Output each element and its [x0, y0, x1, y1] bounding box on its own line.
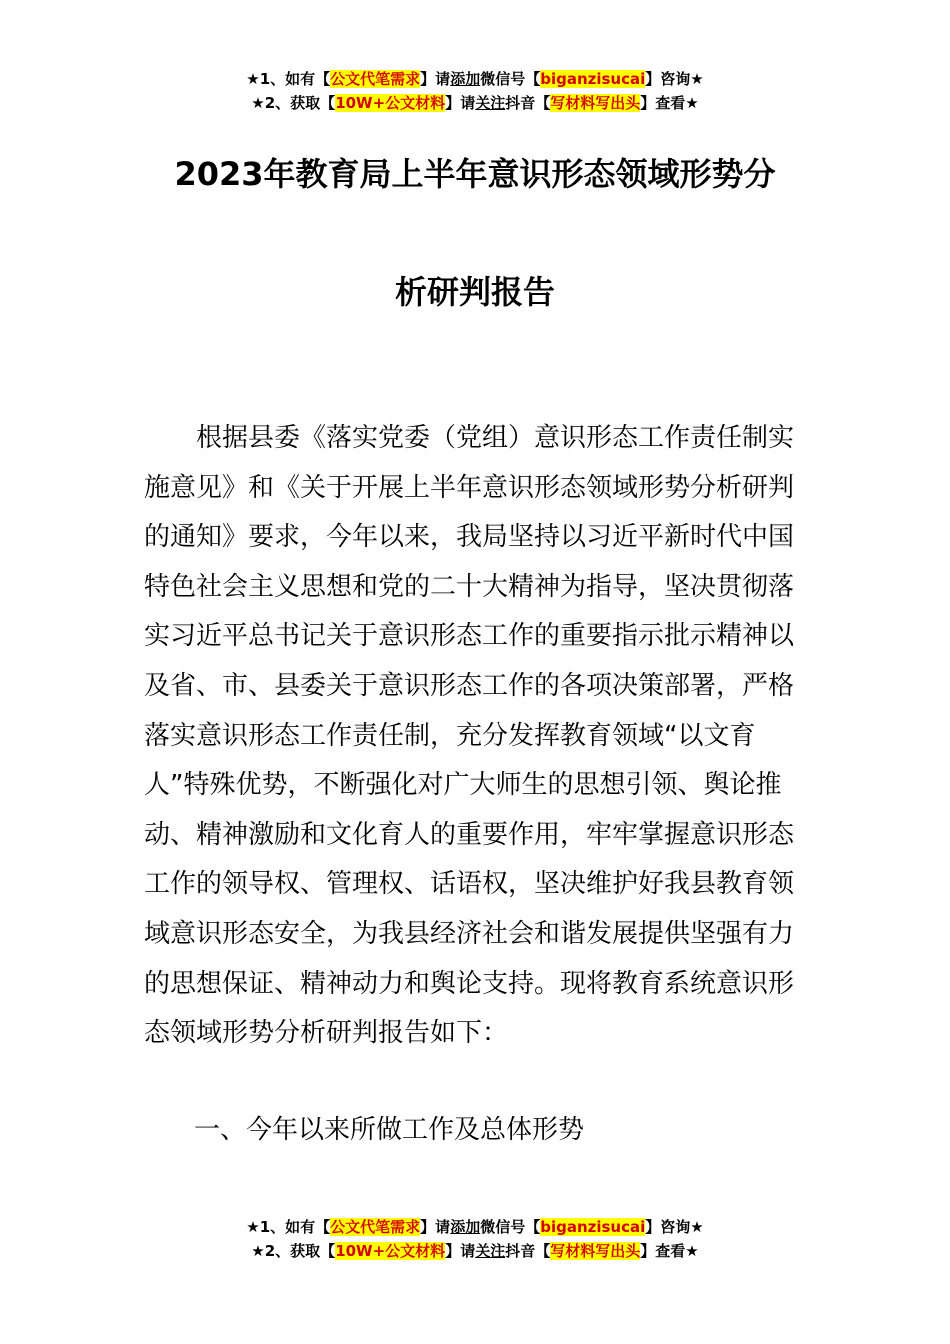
body-line: 工作的领导权、管理权、话语权，坚决维护好我县教育领: [144, 869, 795, 900]
body-line: 的通知》要求，今年以来，我局坚持以习近平新时代中国: [144, 522, 795, 553]
body-line: 落实意识形态工作责任制，充分发挥教育领域“以文育: [144, 720, 756, 751]
body-line: 域意识形态安全，为我县经济社会和谐发展提供坚强有力: [144, 918, 795, 949]
banner-line-1: ★1、如有【公文代笔需求】请添加微信号【biganzisucai】咨询★: [246, 1218, 704, 1236]
highlight-ghostwriting: 公文代笔需求: [330, 70, 421, 88]
highlight-materials: 10W+公文材料: [335, 1242, 446, 1260]
banner-line-1: ★1、如有【公文代笔需求】请添加微信号【biganzisucai】咨询★: [246, 70, 704, 88]
body-line: 的思想保证、精神动力和舆论支持。现将教育系统意识形: [144, 968, 795, 999]
highlight-materials: 10W+公文材料: [335, 94, 446, 112]
document-title-line-1: 2023年教育局上半年意识形态领域形势分: [174, 155, 776, 193]
document-title-line-2: 析研判报告: [394, 273, 555, 311]
banner-line-2: ★2、获取【10W+公文材料】请关注抖音【写材料写出头】查看★: [251, 94, 699, 112]
body-line: 及省、市、县委关于意识形态工作的各项决策部署，严格: [144, 670, 795, 701]
highlight-douyin-account: 写材料写出头: [550, 1242, 641, 1260]
body-line: 根据县委《落实党委（党组）意识形态工作责任制实: [196, 423, 795, 453]
body-line: 实习近平总书记关于意识形态工作的重要指示批示精神以: [144, 621, 795, 652]
highlight-douyin-account: 写材料写出头: [550, 94, 641, 112]
banner-line-2: ★2、获取【10W+公文材料】请关注抖音【写材料写出头】查看★: [251, 1242, 699, 1260]
section-heading: 一、今年以来所做工作及总体形势: [194, 1115, 585, 1145]
body-line: 动、精神激励和文化育人的重要作用，牢牢掌握意识形态: [144, 819, 795, 850]
highlight-ghostwriting: 公文代笔需求: [330, 1218, 421, 1236]
body-line: 施意见》和《关于开展上半年意识形态领域形势分析研判: [144, 472, 795, 503]
body-paragraph: [144, 414, 808, 1059]
header-banner: [0, 67, 950, 115]
highlight-wechat-id: biganzisucai: [540, 1218, 646, 1236]
body-line: 态领域形势分析研判报告如下：: [144, 1018, 509, 1049]
body-line: 特色社会主义思想和党的二十大精神为指导，坚决贯彻落: [144, 571, 795, 602]
body-line: 人”特殊优势，不断强化对广大师生的思想引领、舆论推: [144, 770, 782, 801]
footer-banner: [0, 1215, 950, 1263]
highlight-wechat-id: biganzisucai: [540, 70, 646, 88]
